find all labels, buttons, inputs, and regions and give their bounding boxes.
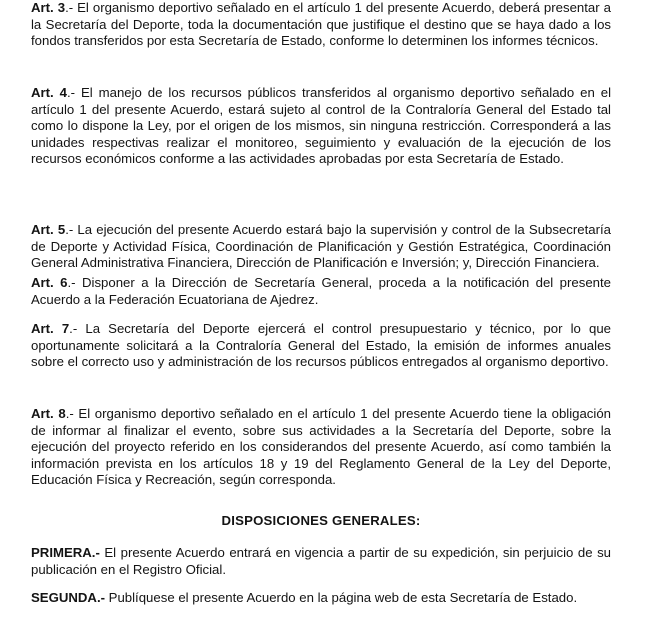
article-8-text: .- El organismo deportivo señalado en el artículo 1 del presente Acuerdo tiene la obligación de informar al finalizar el evento, sobre sus actividades a la Secretaría del Deporte, sobre la ejecución del proyecto referido en los considerandos del presente Acuerdo, así como también la información prevista en los artículos 18 y 19 del Reglamento General de la Ley del Deporte, Educación Física y Recreación, según corresponda. bbox=[31, 406, 611, 488]
article-5-label: Art. 5 bbox=[31, 222, 66, 237]
article-8-label: Art. 8 bbox=[31, 406, 66, 421]
article-4-text: .- El manejo de los recursos públicos transferidos al organismo deportivo señalado en el artículo 1 del presente Acuerdo, estará sujeto al control de la Contraloría General del Estado tal como lo dispone la Ley, por el origen de los mismos, sin ninguna restricción. Corresponderá a las unidades respectivas realizar el monitoreo, seguimiento y evaluación de la ejecución de los recursos económicos conforme a las actividades aprobadas por esta Secretaría de Estado. bbox=[31, 85, 611, 167]
article-7-label: Art. 7 bbox=[31, 321, 70, 336]
disposition-primera-label: PRIMERA.- bbox=[31, 545, 100, 560]
article-3-text: .- El organismo deportivo señalado en el artículo 1 del presente Acuerdo, deberá presentar a la Secretaría del Deporte, toda la documentación que justifique el destino que se haya dado a los fondos transferidos por esta Secretaría de Estado, conforme lo determinen los informes técnicos. bbox=[31, 0, 611, 49]
section-heading: DISPOSICIONES GENERALES: bbox=[221, 513, 421, 528]
article-6-text: .- Disponer a la Dirección de Secretaría General, proceda a la notificación del presente Acuerdo a la Federación Ecuatoriana de Ajedrez. bbox=[31, 275, 611, 307]
article-6-label: Art. 6 bbox=[31, 275, 68, 290]
article-3 bbox=[31, 0, 611, 50]
article-4 bbox=[31, 85, 611, 168]
disposition-segunda-label: SEGUNDA.- bbox=[31, 590, 105, 605]
disposition-segunda bbox=[31, 590, 577, 607]
article-5-text: .- La ejecución del presente Acuerdo estará bajo la supervisión y control de la Subsecretaría de Deporte y Actividad Física, Coordinación de Planificación y Gestión Estratégica, Coordinación General Administrativa Financiera, Dirección de Planificación e Inversión; y, Dirección Financiera. bbox=[31, 222, 611, 271]
article-8 bbox=[31, 406, 611, 489]
disposition-primera bbox=[31, 545, 611, 578]
article-7 bbox=[31, 321, 611, 371]
article-5 bbox=[31, 222, 611, 272]
article-4-label: Art. 4 bbox=[31, 85, 67, 100]
article-6 bbox=[31, 275, 611, 308]
article-7-text: .- La Secretaría del Deporte ejercerá el control presupuestario y técnico, por lo que oportunamente solicitará a la Contraloría General del Estado, la emisión de informes anuales sobre el correcto uso y administración de los recursos públicos entregados al organismo deportivo. bbox=[31, 321, 611, 370]
article-3-label: Art. 3 bbox=[31, 0, 66, 15]
disposition-primera-text: El presente Acuerdo entrará en vigencia a partir de su expedición, sin perjuicio de su publicación en el Registro Oficial. bbox=[31, 545, 611, 577]
disposition-segunda-text: Publíquese el presente Acuerdo en la página web de esta Secretaría de Estado. bbox=[105, 590, 578, 605]
